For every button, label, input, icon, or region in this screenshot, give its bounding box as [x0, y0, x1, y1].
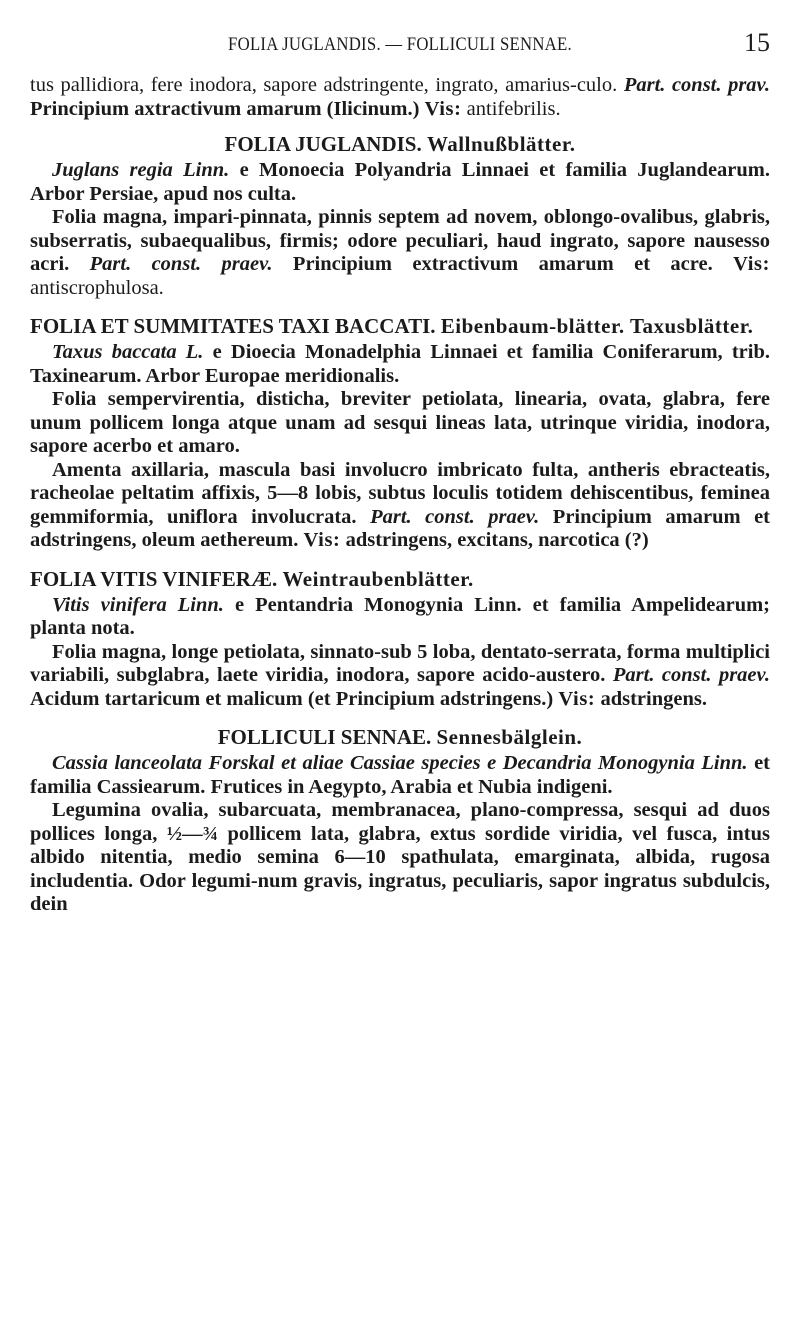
intro-pc-text: Principium axtractivum amarum (Ilicinum.)	[30, 97, 420, 120]
section-classification	[30, 752, 770, 799]
section-heading-taxi	[30, 313, 770, 339]
heading-german: Sennesbälglein.	[436, 725, 583, 749]
page	[30, 0, 770, 917]
section-heading-sennae	[30, 724, 770, 750]
section-description-2	[30, 459, 770, 553]
section-description	[30, 388, 770, 459]
heading-german: Wallnußblätter.	[426, 132, 576, 156]
pc-text: Acidum tartaricum et malicum (et Principium adstringens.)	[30, 687, 554, 710]
heading-title: FOLIA ET SUMMITATES TAXI BACCATI.	[30, 314, 436, 338]
vis-label: Vis:	[558, 687, 596, 710]
description-text: Folia magna, longe petiolata, sinnato-sub 5 loba, dentato-serrata, forma multiplici variabili, subglabra, laete viridia, inodora, sapore acido-austero.	[30, 640, 770, 686]
vis-label: Vis:	[733, 253, 771, 275]
section-classification	[30, 159, 770, 206]
pc-label: Part. const. praev.	[89, 253, 273, 275]
classification-text: e Pentandria Monogynia Linn. et familia Ampelidearum; planta nota.	[30, 593, 770, 639]
section-description	[30, 799, 770, 917]
intro-paragraph	[30, 74, 770, 121]
description-text: Folia magna, impari-pinnata, pinnis septem ad novem, oblongo-ovalibus, glabris, subserratis, subaequalibus, firmis; odore peculiari, haud ingrato, sapore nausesso acri.	[30, 206, 770, 275]
vis-text: antiscrophulosa.	[30, 276, 164, 299]
vis-text: adstringens.	[600, 687, 707, 710]
page-header	[30, 0, 770, 74]
pc-text: Principium extractivum amarum et acre.	[292, 253, 713, 275]
species-name: Cassia lanceolata Forskal et aliae Cassiae species e Decandria Monogynia Linn.	[52, 752, 748, 774]
classification-text: e Monoecia Polyandria Linnaei et familia Juglandearum. Arbor Persiae, apud nos culta.	[30, 159, 771, 205]
pc-label: Part. const. praev.	[612, 664, 770, 686]
heading-title: FOLLICULI SENNAE.	[217, 725, 432, 749]
intro-vis-text: antifebrilis.	[466, 97, 561, 120]
page-number: 15	[744, 28, 770, 57]
section-classification	[30, 594, 770, 641]
vis-label: Vis:	[303, 529, 341, 551]
pc-text: Principium amarum et adstringens, oleum aethereum.	[30, 505, 771, 551]
vis-text: adstringens, excitans, narcotica (?)	[345, 529, 649, 551]
section-description	[30, 641, 770, 712]
species-name: Taxus baccata L.	[52, 341, 204, 363]
heading-german: Eibenbaum-blätter. Taxusblätter.	[440, 314, 754, 338]
classification-text: et familia Cassiearum. Frutices in Aegypto, Arabia et Nubia indigeni.	[30, 752, 770, 798]
section-heading-vitis	[30, 566, 770, 592]
description-text: Folia sempervirentia, disticha, breviter petiolata, linearia, ovata, glabra, fere unum pollicem longa atque unam ad sesqui lineas lata, utrinque viridia, inodora, sapore acerbo et amaro.	[30, 388, 770, 457]
intro-pc-label: Part. const. prav.	[623, 74, 771, 96]
species-name: Vitis vinifera Linn.	[52, 593, 224, 616]
pc-label: Part. const. praev.	[370, 505, 540, 528]
description-text: Legumina ovalia, subarcuata, membranacea, plano-compressa, sesqui ad duos pollices longa, ½—¾ pollicem lata, glabra, extus sordide viridia, vel fusca, intus albido nitentia, medio semina 6—10 spathulata, emarginata, albida, rugosa includentia. Odor legumi-num gravis, ingratus, peculiaris, sapor ingratus subdulcis, dein	[30, 799, 770, 915]
section-description	[30, 206, 770, 300]
description-text-2: Amenta axillaria, mascula basi involucro imbricato fulta, antheris ebracteatis, racheolae peltatim affixis, 5—8 lobis, subtus loculis totidem dehiscentibus, feminea gemmiformia, uniflora involucrata.	[30, 458, 770, 528]
species-name: Juglans regia Linn.	[52, 159, 230, 181]
intro-vis-label: Vis:	[424, 97, 462, 120]
heading-title: FOLIA VITIS VINIFERÆ.	[30, 566, 278, 591]
intro-text: tus pallidiora, fere inodora, sapore adstringente, ingrato, amarius-culo.	[30, 74, 618, 96]
heading-title: FOLIA JUGLANDIS.	[224, 132, 422, 156]
section-classification	[30, 341, 770, 388]
section-heading-juglandis	[30, 131, 770, 157]
running-head: FOLIA JUGLANDIS. — FOLLICULI SENNAE.	[228, 34, 572, 55]
heading-german: Weintraubenblätter.	[282, 566, 474, 591]
classification-text: e Dioecia Monadelphia Linnaei et familia Coniferarum, trib. Taxinearum. Arbor Europae meridionalis.	[30, 341, 771, 387]
